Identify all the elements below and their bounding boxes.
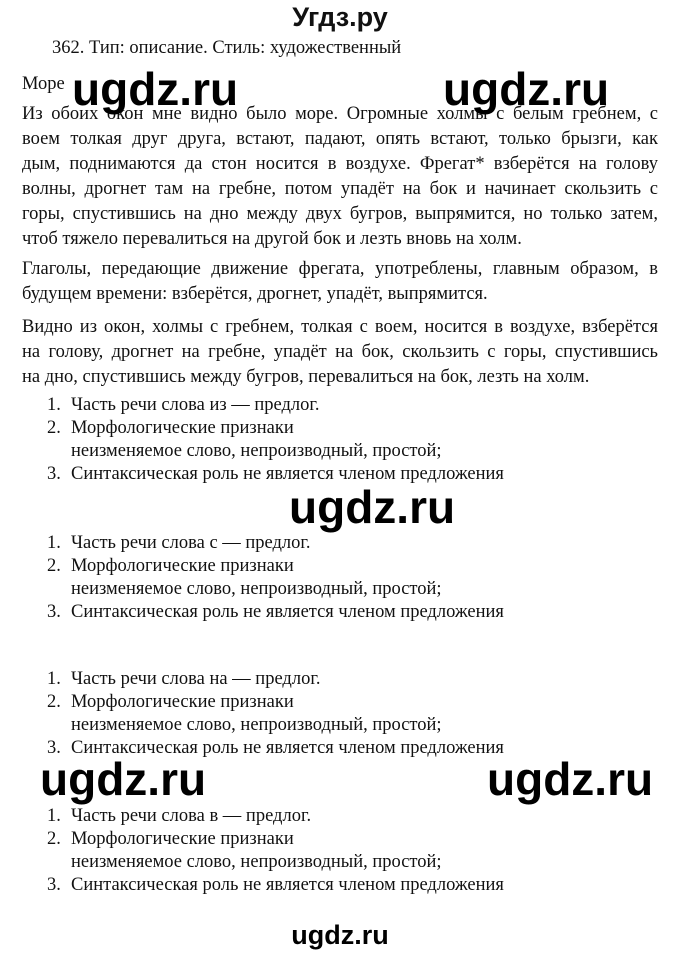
list-item: Морфологические признаки (71, 829, 294, 849)
text-line: воем толкая друг друга, встают, падают, опять встают, только брызги, как (22, 129, 658, 149)
text-line: будущем времени: взберётся, дрогнет, упадёт, выпрямится. (22, 284, 488, 304)
exercise-heading: 362. Тип: описание. Стиль: художественный (52, 38, 402, 58)
list-item-detail: неизменяемое слово, непроизводный, простой; (71, 852, 442, 872)
text-line: Глаголы, передающие движение фрегата, употреблены, главным образом, в (22, 259, 658, 279)
list-number: 3. (47, 464, 61, 484)
list-item: Синтаксическая роль не является членом предложения (71, 464, 504, 484)
list-number: 2. (47, 829, 61, 849)
text-line: дым, поднимаются да стон носится в воздухе. Фрегат* взберётся на голову (22, 154, 658, 174)
list-item-detail: неизменяемое слово, непроизводный, простой; (71, 579, 442, 599)
list-item: Часть речи слова на — предлог. (71, 669, 321, 689)
text-line: чтоб тяжело перевалиться на другой бок и лезть вновь на холм. (22, 229, 522, 249)
text-title: Море (22, 74, 65, 94)
site-title: Угдз.ру (292, 2, 388, 32)
list-number: 3. (47, 875, 61, 895)
list-number: 3. (47, 602, 61, 622)
list-item: Часть речи слова в — предлог. (71, 806, 312, 826)
watermark: ugdz.ru (72, 63, 239, 115)
list-number: 1. (47, 806, 61, 826)
list-number: 2. (47, 556, 61, 576)
text-line: на дно, спустившись между бугров, перевалиться на бок, лезть на холм. (22, 367, 590, 387)
text-line: горы, спустившись на дно между двух бугров, выпрямится, но только затем, (22, 204, 658, 224)
text-line: на голову, дрогнет на гребне, упадёт на бок, скользить с горы, спустившись (22, 342, 658, 362)
list-item: Синтаксическая роль не является членом предложения (71, 875, 504, 895)
list-item-detail: неизменяемое слово, непроизводный, простой; (71, 715, 442, 735)
list-item: Синтаксическая роль не является членом предложения (71, 738, 504, 758)
list-number: 2. (47, 418, 61, 438)
watermark: ugdz.ru (40, 753, 207, 805)
list-number: 3. (47, 738, 61, 758)
text-line: волны, дрогнет там на гребне, потом упадёт на бок и начинает скользить с (22, 179, 658, 199)
list-number: 1. (47, 669, 61, 689)
list-item: Морфологические признаки (71, 692, 294, 712)
watermark: ugdz.ru (289, 481, 456, 533)
text-line: Из обоих окон мне видно было море. Огромные холмы с белым гребнем, с (22, 104, 658, 124)
list-number: 1. (47, 395, 61, 415)
watermark: ugdz.ru (487, 753, 654, 805)
watermark: ugdz.ru (443, 63, 610, 115)
list-item: Морфологические признаки (71, 418, 294, 438)
list-number: 2. (47, 692, 61, 712)
watermark-footer: ugdz.ru (291, 920, 389, 950)
list-item: Часть речи слова из — предлог. (71, 395, 320, 415)
list-item: Синтаксическая роль не является членом предложения (71, 602, 504, 622)
list-item: Морфологические признаки (71, 556, 294, 576)
list-number: 1. (47, 533, 61, 553)
text-line: Видно из окон, холмы с гребнем, толкая с воем, носится в воздухе, взберётся (22, 317, 658, 337)
list-item-detail: неизменяемое слово, непроизводный, простой; (71, 441, 442, 461)
list-item: Часть речи слова с — предлог. (71, 533, 311, 553)
